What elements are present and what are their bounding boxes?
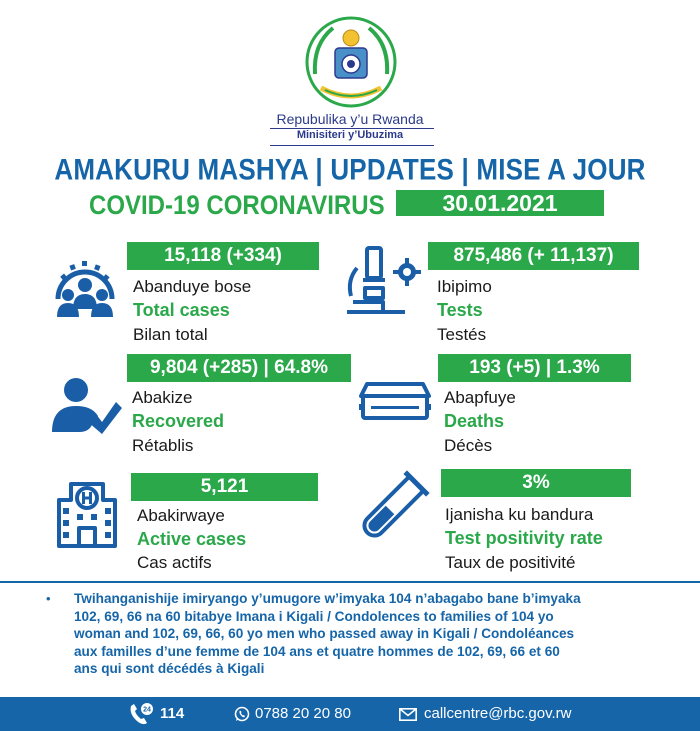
coffin-icon xyxy=(357,380,433,424)
people-group-icon xyxy=(52,253,118,323)
total-cases-fr-label: Bilan total xyxy=(133,325,208,344)
deaths-en-label: Deaths xyxy=(444,411,505,431)
note-line: woman and 102, 69, 66, 60 yo men who passed away in Kigali / Condoléances xyxy=(74,626,575,641)
ministry-name: Minisiteri y’Ubuzima xyxy=(296,129,404,141)
phone-24-icon xyxy=(128,702,154,726)
hotline-number[interactable]: 114 xyxy=(160,705,185,722)
header-rule-bottom xyxy=(270,145,434,146)
deaths-fr-label: Décès xyxy=(444,436,493,455)
note-bullet: • xyxy=(46,591,51,606)
recovered-kin-label: Abakize xyxy=(132,388,193,407)
recovered-fr-label: Rétablis xyxy=(132,436,194,455)
recovered-person-icon xyxy=(50,376,122,438)
email-address[interactable]: callcentre@rbc.gov.rw xyxy=(424,705,572,722)
whatsapp-icon xyxy=(234,706,250,722)
condolence-note xyxy=(74,590,686,678)
note-line: Twihanganishije imiryango y’umugore w’imyaka 104 n’abagabo bane b’imyaka xyxy=(74,591,581,606)
contact-footer xyxy=(0,697,700,731)
tests-fr-label: Testés xyxy=(437,325,487,344)
date-badge: 30.01.2021 xyxy=(396,190,604,216)
republic-name: Repubulika y’u Rwanda xyxy=(276,111,424,127)
note-line: aux familles d’une femme de 104 ans et quatre hommes de 102, 69, 66 et 60 xyxy=(74,643,560,659)
deaths-value: 193 (+5) | 1.3% xyxy=(438,354,631,382)
hotline-badge: 24 xyxy=(143,706,151,714)
test-tube-icon xyxy=(350,470,430,550)
tests-kin-label: Ibipimo xyxy=(437,277,492,296)
tests-value: 875,486 (+ 11,137) xyxy=(428,242,639,270)
deaths-kin-label: Abapfuye xyxy=(444,388,516,407)
active-cases-fr-label: Cas actifs xyxy=(137,553,212,572)
note-line: ans qui sont décédés à Kigali xyxy=(74,661,265,676)
total-cases-en-label: Total cases xyxy=(133,300,230,320)
whatsapp-number[interactable]: 0788 20 20 80 xyxy=(255,705,351,722)
hospital-icon xyxy=(55,474,119,550)
rwanda-coat-of-arms xyxy=(303,14,399,110)
page-title: AMAKURU MASHYA | UPDATES | MISE A JOUR xyxy=(54,151,646,187)
active-cases-kin-label: Abakirwaye xyxy=(137,506,225,525)
note-line: 102, 69, 66 na 60 bitabye Imana i Kigali / Condolences to families of 104 yo xyxy=(74,608,554,624)
positivity-en-label: Test positivity rate xyxy=(445,528,603,548)
active-cases-en-label: Active cases xyxy=(137,529,247,549)
recovered-value: 9,804 (+285) | 64.8% xyxy=(127,354,351,382)
total-cases-value: 15,118 (+334) xyxy=(127,242,319,270)
email-icon xyxy=(399,708,417,721)
recovered-en-label: Recovered xyxy=(132,411,225,431)
active-cases-value: 5,121 xyxy=(131,473,318,501)
total-cases-kin-label: Abanduye bose xyxy=(133,277,252,296)
positivity-fr-label: Taux de positivité xyxy=(445,553,576,572)
page-subtitle: COVID-19 CORONAVIRUS xyxy=(89,191,385,221)
positivity-kin-label: Ijanisha ku bandura xyxy=(445,505,594,524)
tests-en-label: Tests xyxy=(437,300,483,320)
microscope-icon xyxy=(343,244,423,318)
positivity-value: 3% xyxy=(441,469,631,497)
section-divider xyxy=(0,581,700,583)
